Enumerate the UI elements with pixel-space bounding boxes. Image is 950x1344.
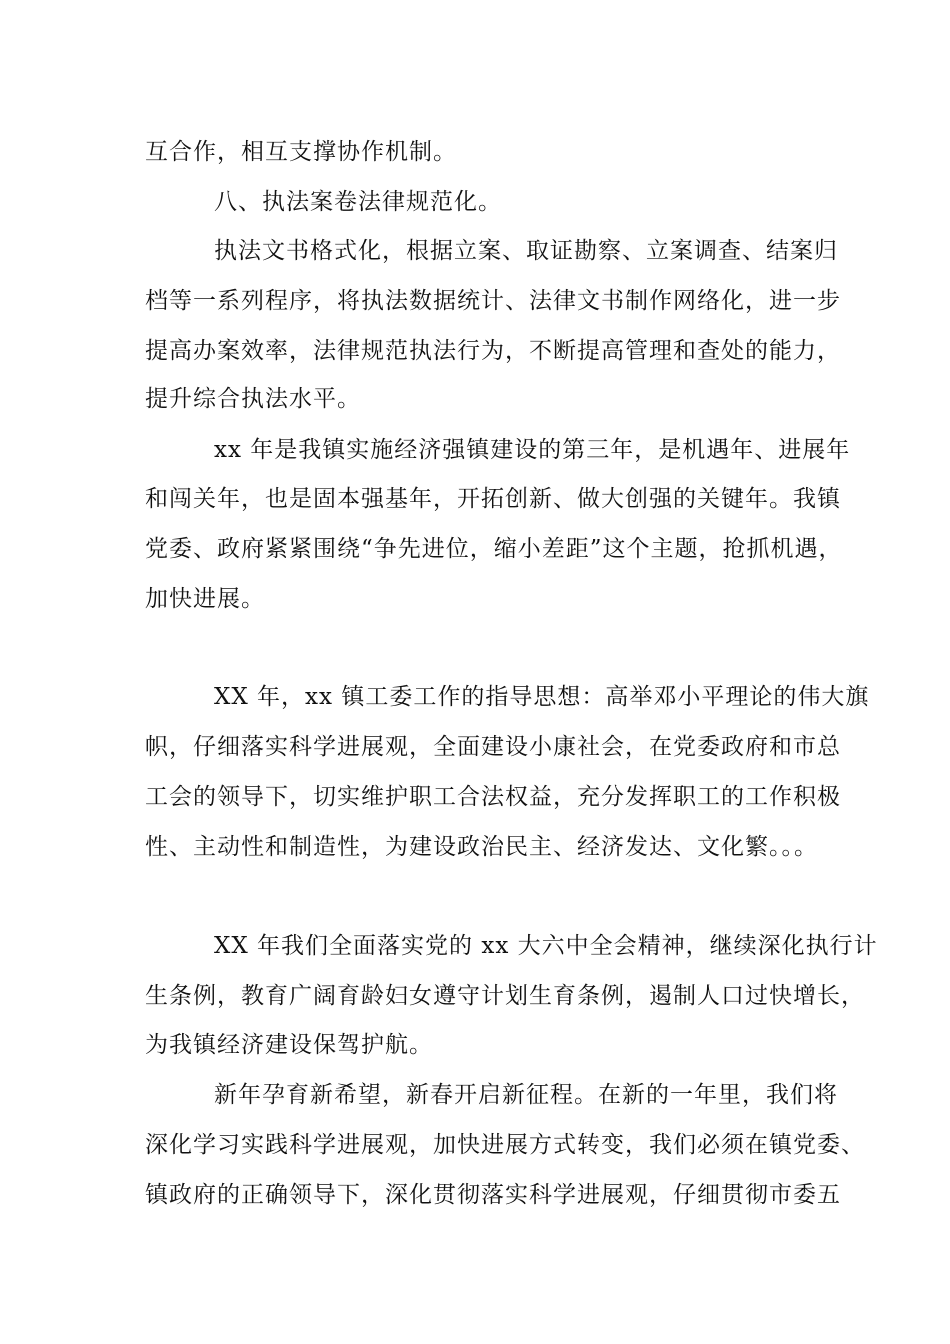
text-line: 镇政府的正确领导下，深化贯彻落实科学进展观，仔细贯彻市委五	[145, 1182, 841, 1208]
text-line: 互合作，相互支撑协作机制。	[145, 139, 457, 165]
text-line: 档等一系列程序，将执法数据统计、法律文书制作网络化，进一步	[145, 288, 841, 314]
text-line: 深化学习实践科学进展观，加快进展方式转变，我们必须在镇党委、	[145, 1132, 865, 1158]
text-line: 提高办案效率，法律规范执法行为，不断提高管理和查处的能力，	[145, 338, 841, 364]
text-line: 党委、政府紧紧围绕“争先进位，缩小差距”这个主题，抢抓机遇，	[145, 536, 843, 562]
section-heading: 八、执法案卷法律规范化。	[214, 189, 502, 215]
text-line: 执法文书格式化，根据立案、取证勘察、立案调查、结案归	[214, 238, 838, 264]
text-line: XX 年我们全面落实党的 xx 大六中全会精神，继续深化执行计	[214, 933, 878, 959]
text-line: 加快进展。	[145, 586, 265, 612]
text-line: 和闯关年，也是固本强基年，开拓创新、做大创强的关键年。我镇	[145, 486, 841, 512]
text-line: 为我镇经济建设保驾护航。	[145, 1032, 433, 1058]
text-line: 工会的领导下，切实维护职工合法权益，充分发挥职工的工作积极	[145, 784, 841, 810]
text-line: 新年孕育新希望，新春开启新征程。在新的一年里，我们将	[214, 1082, 838, 1108]
text-line: 生条例，教育广阔育龄妇女遵守计划生育条例，遏制人口过快增长，	[145, 983, 865, 1009]
text-line: XX 年，xx 镇工委工作的指导思想：高举邓小平理论的伟大旗	[214, 684, 870, 710]
text-line: xx 年是我镇实施经济强镇建设的第三年，是机遇年、进展年	[214, 437, 851, 463]
text-line: 提升综合执法水平。	[145, 386, 361, 412]
text-line: 性、主动性和制造性，为建设政治民主、经济发达、文化繁。。。	[145, 834, 818, 860]
text-line: 帜，仔细落实科学进展观，全面建设小康社会，在党委政府和市总	[145, 734, 841, 760]
